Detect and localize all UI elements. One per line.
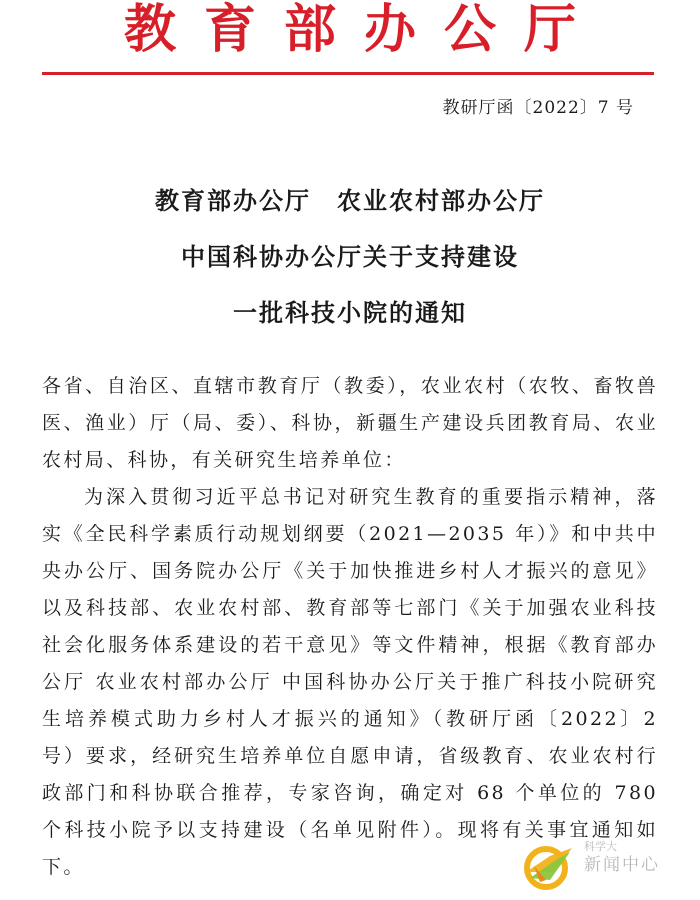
watermark-text-small: 科学大: [584, 840, 617, 853]
notice-title: [0, 173, 700, 341]
notice-body: [42, 368, 658, 886]
news-logo-icon: [520, 842, 580, 890]
title-line: 教育部办公厅 农业农村部办公厅: [155, 186, 545, 215]
title-line: 中国科协办公厅关于支持建设: [181, 242, 519, 271]
news-watermark: [520, 838, 690, 894]
issuing-office-header: 教育部办公厅: [123, 0, 604, 60]
red-header-rule: [42, 72, 654, 75]
document-number: 教研厅函〔2022〕7 号: [442, 98, 634, 118]
body-paragraph: 为深入贯彻习近平总书记对研究生教育的重要指示精神，落实《全民科学素质行动规划纲要（2021—2035 年）》和中共中央办公厅、国务院办公厅《关于加快推进乡村人才振兴的意见》以及科技部、农业农村部、教育部等七部门《关于加强农业科技社会化服务体系建设的若干意见》等文件精神，根据《教育部办公厅 农业农村部办公厅 中国科协办公厅关于推广科技小院研究生培养模式助力乡村人才振兴的通知》（教研厅函〔2022〕2 号）要求，经研究生培养单位自愿申请，省级教育、农业农村行政部门和科协联合推荐，专家咨询，确定对 68 个单位的 780 个科技小院予以支持建设（名单见附件）。现将有关事宜通知如下。: [42, 486, 658, 878]
watermark-text-large: 新闻中心: [584, 855, 660, 875]
watermark-text: [584, 840, 660, 876]
title-line: 一批科技小院的通知: [233, 298, 467, 327]
addressee-paragraph: 各省、自治区、直辖市教育厅（教委），农业农村（农牧、畜牧兽医、渔业）厅（局、委）、科协，新疆生产建设兵团教育局、农业农村局、科协，有关研究生培养单位：: [42, 375, 658, 471]
